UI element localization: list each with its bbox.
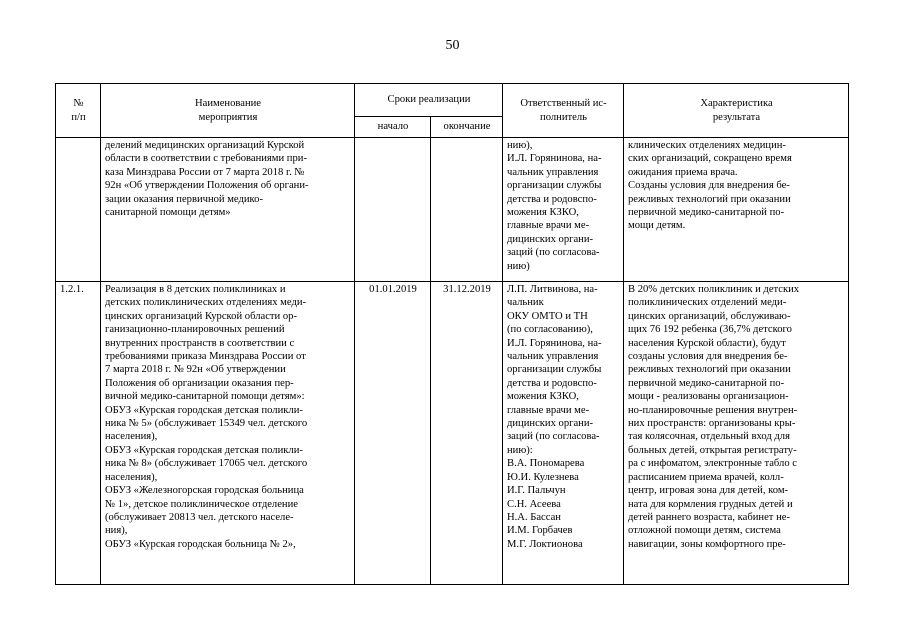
header-responsible: Ответственный ис- полнитель [503,84,624,138]
measures-table [55,83,849,585]
cell-start: 01.01.2019 [355,282,431,585]
cell-result: В 20% детских поликлиник и детских поликлинических отделений меди- цинских организаций, обслуживаю- щих 76 192 ребенка (36,7% детского населения Курской области), будут созданы условия для внедрения бе- режливых технологий при оказании первичной медико-санитарной по- мощи - реализованы организацион- но-планировочные решения внутрен- них пространств: организованы кры- тая колясочная, отдельный вход для больных детей, открытая регистрату- ра с инфоматом, электронные табло с расписанием приема врачей, колл- центр, игровая зона для детей, ком- ната для кормления грудных детей и детей раннего возраста, кабинет не- отложной помощи детям, система навигации, зоны комфортного пре- [624,282,849,585]
cell-num: 1.2.1. [56,282,101,585]
page-number: 50 [445,38,460,53]
cell-start [355,138,431,282]
header-end: окончание [431,117,503,138]
cell-name: делений медицинских организаций Курской области в соответствии с требованиями при- каза Минздрава России от 7 марта 2018 г. № 92н «Об утверждении Положения об органи- зации оказания первичной медико- санитарной помощи детям» [101,138,355,282]
header-result: Характеристика результата [624,84,849,138]
cell-name: Реализация в 8 детских поликлиниках и детских поликлинических отделениях меди- цинских организаций Курской области ор- ганизационно-планировочных решений внутренних пространств в соответствии с требованиями приказа Минздрава России от 7 марта 2018 г. № 92н «Об утверждении Положения об организации оказания пер- вичной медико-санитарной помощи детям»: ОБУЗ «Курская городская детская поликли- ника № 5» (обслуживает 15349 чел. детского населения), ОБУЗ «Курская городская детская поликли- ника № 8» (обслуживает 17065 чел. детского населения), ОБУЗ «Железногорская городская больница № 1», детское поликлиническое отделение (обслуживает 20813 чел. детского населе- ния), ОБУЗ «Курская городская больница № 2», [101,282,355,585]
cell-end [431,138,503,282]
table-header-row [56,84,849,117]
table-row [56,138,849,282]
table-row [56,282,849,585]
header-terms: Сроки реализации [355,84,503,117]
cell-num [56,138,101,282]
cell-end: 31.12.2019 [431,282,503,585]
cell-result: клинических отделениях медицин- ских организаций, сокращено время ожидания приема врача. Созданы условия для внедрения бе- режливых технологий при оказании первичной медико-санитарной по- мощи детям. [624,138,849,282]
cell-responsible: Л.П. Литвинова, на- чальник ОКУ ОМТО и ТН (по согласованию), И.Л. Горянинова, на- чальник управления организации службы детства и родовспо- можения КЗКО, главные врачи ме- дицинских органи- заций (по согласова- нию): В.А. Пономарева Ю.И. Кулезнева И.Г. Пальчун С.Н. Асеева Н.А. Бассан И.М. Горбачев М.Г. Локтионова [503,282,624,585]
cell-responsible: нию), И.Л. Горянинова, на- чальник управления организации службы детства и родовспо- можения КЗКО, главные врачи ме- дицинских органи- заций (по согласова- нию) [503,138,624,282]
header-name: Наименование мероприятия [101,84,355,138]
header-start: начало [355,117,431,138]
header-num: № п/п [56,84,101,138]
